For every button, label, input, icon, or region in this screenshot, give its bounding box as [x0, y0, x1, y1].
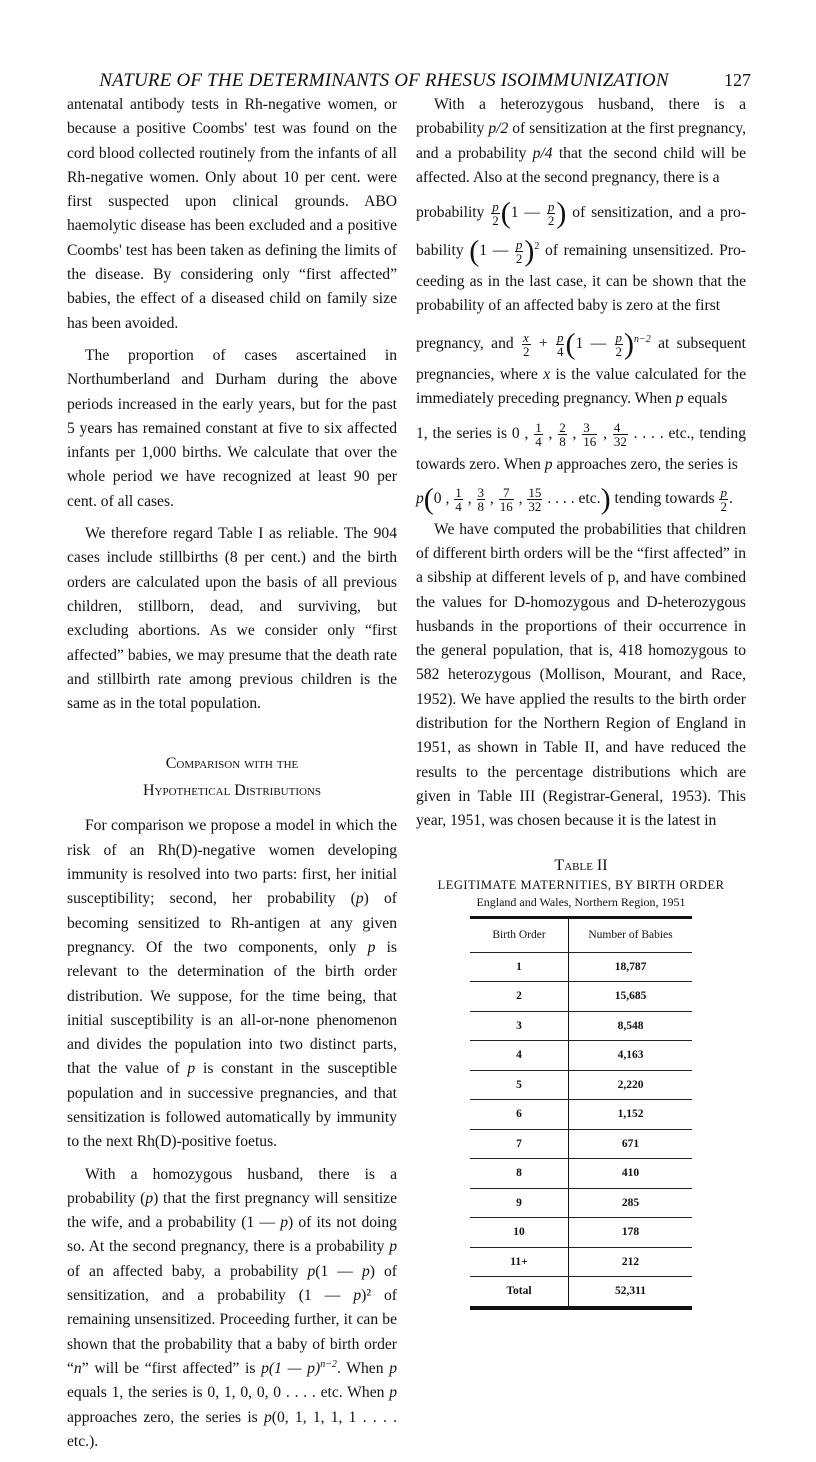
column-header: Birth Order — [470, 917, 569, 952]
table-row — [470, 1100, 692, 1130]
number-of-babies-cell: 2,220 — [569, 1070, 693, 1100]
fraction: $\frac{1}{4}$ — [535, 420, 542, 450]
birth-order-cell: 8 — [470, 1159, 569, 1189]
table-row — [470, 1070, 692, 1100]
table-row — [470, 1218, 692, 1248]
fraction: $\frac{3}{8}$ — [477, 484, 484, 514]
table-total-row — [470, 1277, 692, 1308]
table-row — [470, 1247, 692, 1277]
birth-order-cell: 11+ — [470, 1247, 569, 1277]
page-number: 127 — [724, 70, 751, 90]
section-heading — [67, 750, 397, 804]
number-of-babies-cell: 8,548 — [569, 1011, 693, 1041]
number-of-babies-cell: 212 — [569, 1247, 693, 1277]
table-row — [470, 1188, 692, 1218]
series-line: p(0 , $\frac{1}{4}$ , $\frac{3}{8}$ , $\frac{7}{16}$ , $\frac{15}{32}$ . . . . etc.) tending towards $\frac{p}{2}$ . — [416, 482, 733, 516]
birth-order-cell: 6 — [470, 1100, 569, 1130]
birth-order-cell: 2 — [470, 982, 569, 1012]
birth-order-cell: 1 — [470, 952, 569, 982]
fraction: $\frac{15}{32}$ — [528, 484, 542, 514]
section-heading-line: Comparison with the — [165, 755, 299, 773]
section-heading-line: Hypothetical Distributions — [142, 782, 322, 800]
number-of-babies-cell: 4,163 — [569, 1041, 693, 1071]
right-column — [416, 93, 746, 1310]
table-block — [416, 856, 746, 1310]
paragraph: pregnancies, where x is the value calculated for the immediately preceding pregnancy. When p equals — [416, 365, 746, 408]
paragraph: With a heterozygous husband, there is a probability p/2 of sensitization at the first pregnancy, and a probability p/4 that the second child will be affected. Also at the second pregnancy, there is a — [416, 96, 747, 186]
birth-order-cell: 4 — [470, 1041, 569, 1071]
number-of-babies-cell: 1,152 — [569, 1100, 693, 1130]
page-header — [0, 70, 816, 94]
running-title: NATURE OF THE DETERMINANTS OF RHESUS ISOIMMUNIZATION — [99, 70, 669, 91]
fraction: $\frac{2}{8}$ — [559, 420, 566, 450]
number-of-babies-cell: 18,787 — [569, 952, 693, 982]
number-of-babies-cell: 410 — [569, 1159, 693, 1189]
table-row — [470, 1041, 692, 1071]
fraction: $\frac{p}{4}$ — [556, 329, 564, 359]
fraction: $\frac{7}{16}$ — [499, 484, 513, 514]
fraction: $\frac{1}{4}$ — [455, 484, 462, 514]
table-row — [470, 982, 692, 1012]
left-column — [67, 93, 397, 1462]
paragraph: For comparison we propose a model in which the risk of an Rh(D)-negative women developing immunity is resolved into two parts: first, her initial susceptibility; second, her probability (p) of becoming sensitized to Rh-antigen at any given pregnancy. Of the two components, only p is relevant to the determination of the birth order distribution. We suppose, for the time being, that initial susceptibility is an all-or-none phenomenon and divides the population into two distinct parts, that the value of p is constant in the susceptible population and in successive pregnancies, and that sensitization is followed automatically by immunity to the next Rh(D)-positive foetus. — [67, 817, 398, 1151]
paragraph: antenatal antibody tests in Rh-negative women, or because a positive Coombs' test was found on the cord blood collected routinely from the infants of all Rh-negative women. Only about 10 per cent. were first suspected upon clinical grounds. ABO haemolytic disease has been excluded and a positive Coombs' test has been taken as defining the limits of the disease. By considering only “first affected” babies, the effect of a diseased child on family size has been avoided. — [67, 96, 397, 332]
birth-order-cell: 9 — [470, 1188, 569, 1218]
paragraph: With a homozygous husband, there is a probability (p) that the first pregnancy will sensitize the wife, and a probability (1 — p) of its not doing so. At the second pregnancy, there is a probability p of an affected baby, a probability p(1 — p) of sensitization, and a probability (1 — p)² of remaining unsensitized. Proceeding further, it can be shown that the probability that a baby of birth order “n” will be “first affected” is p(1 — p)$^{n-2}$. When p equals 1, the series is 0, 1, 0, 0, 0 . . . . etc. When p approaches zero, the series is p(0, 1, 1, 1, 1 . . . . etc.). — [67, 1165, 397, 1450]
table-title: LEGITIMATE MATERNITIES, BY BIRTH ORDER — [437, 877, 725, 892]
equation-line: probability $\frac{p}{2}$ (1 — $\frac{p}{2}$ ) of sensitization, and a pro- — [416, 196, 746, 230]
fraction: $\frac{3}{16}$ — [583, 420, 597, 450]
table-row — [470, 1129, 692, 1159]
table-subtitle: England and Wales, Northern Region, 1951 — [476, 894, 686, 909]
equation-line: bability (1 — $\frac{p}{2}$ )$^2$ of remaining unsensitized. Pro- — [416, 234, 746, 268]
table-row — [470, 952, 692, 982]
birth-order-cell: 3 — [470, 1011, 569, 1041]
table-header-row — [470, 917, 692, 952]
fraction: $\frac{p}{2}$ — [547, 199, 555, 229]
fraction: $\frac{p}{2}$ — [720, 484, 727, 514]
fraction: $\frac{x}{2}$ — [523, 329, 530, 359]
birth-order-cell: 5 — [470, 1070, 569, 1100]
paragraph: ceeding as in the last case, it can be shown that the probability of an affected baby is zero at the first — [416, 273, 746, 315]
table-label: Table II — [554, 856, 608, 874]
birth-order-cell: 7 — [470, 1129, 569, 1159]
fraction: $\frac{p}{2}$ — [515, 237, 523, 267]
fraction: $\frac{p}{2}$ — [615, 329, 622, 359]
birth-order-table — [470, 916, 692, 1310]
number-of-babies-cell: 285 — [569, 1188, 693, 1218]
equation-line: pregnancy, and $\frac{x}{2}$ + $\frac{p}{4}$ (1 — $\frac{p}{2}$ )$^{n-2}$ at subsequent — [416, 327, 746, 361]
series-line: 1, the series is 0 , $\frac{1}{4}$ , $\frac{2}{8}$ , $\frac{3}{16}$ , $\frac{4}{32}$ . . . . etc., tending — [416, 420, 747, 450]
table-row — [470, 1011, 692, 1041]
fraction: $\frac{4}{32}$ — [613, 420, 627, 450]
column-header: Number of Babies — [569, 917, 693, 952]
fraction: $\frac{p}{2}$ — [492, 199, 499, 229]
birth-order-cell: 10 — [470, 1218, 569, 1248]
number-of-babies-cell: 671 — [569, 1129, 693, 1159]
paragraph: We have computed the probabilities that children of different birth orders will be the “first affected” in a sibship at different levels of p, and have combined the values for D-homozygous and D-heterozygous husbands in the proportions of their occurrence in the general population, that is, 418 homozygous to 582 heterozygous (Mollison, Mourant, and Race, 1952). We have applied the results to the birth order distribution for the Northern Region of England in 1951, as shown in Table II, and have reduced the results to the percentage distributions which are given in Table III (Registrar-General, 1953). This year, 1951, was chosen because it is the latest in — [416, 520, 746, 830]
number-of-babies-cell: 52,311 — [569, 1277, 693, 1308]
number-of-babies-cell: 178 — [569, 1218, 693, 1248]
paragraph: The proportion of cases ascertained in Northumberland and Durham during the above periods increased in the early years, but for the past 5 years has remained constant at five to six affected infants per 1,000 births. We calculate that over the whole period we have recognized at least 90 per cent. of all cases. — [67, 346, 397, 510]
table-row — [470, 1159, 692, 1189]
paragraph: We therefore regard Table I as reliable. The 904 cases include stillbirths (8 per cent.) and the birth orders are calculated upon the basis of all previous children, stillborn, dead, and surviving, but excluding abortions. As we consider only “first affected” babies, we may presume that the death rate and stillbirth rate among previous children is the same as in the total population. — [67, 525, 397, 713]
birth-order-cell: Total — [470, 1277, 569, 1308]
paragraph: towards zero. When p approaches zero, the series is — [416, 456, 738, 474]
number-of-babies-cell: 15,685 — [569, 982, 693, 1012]
